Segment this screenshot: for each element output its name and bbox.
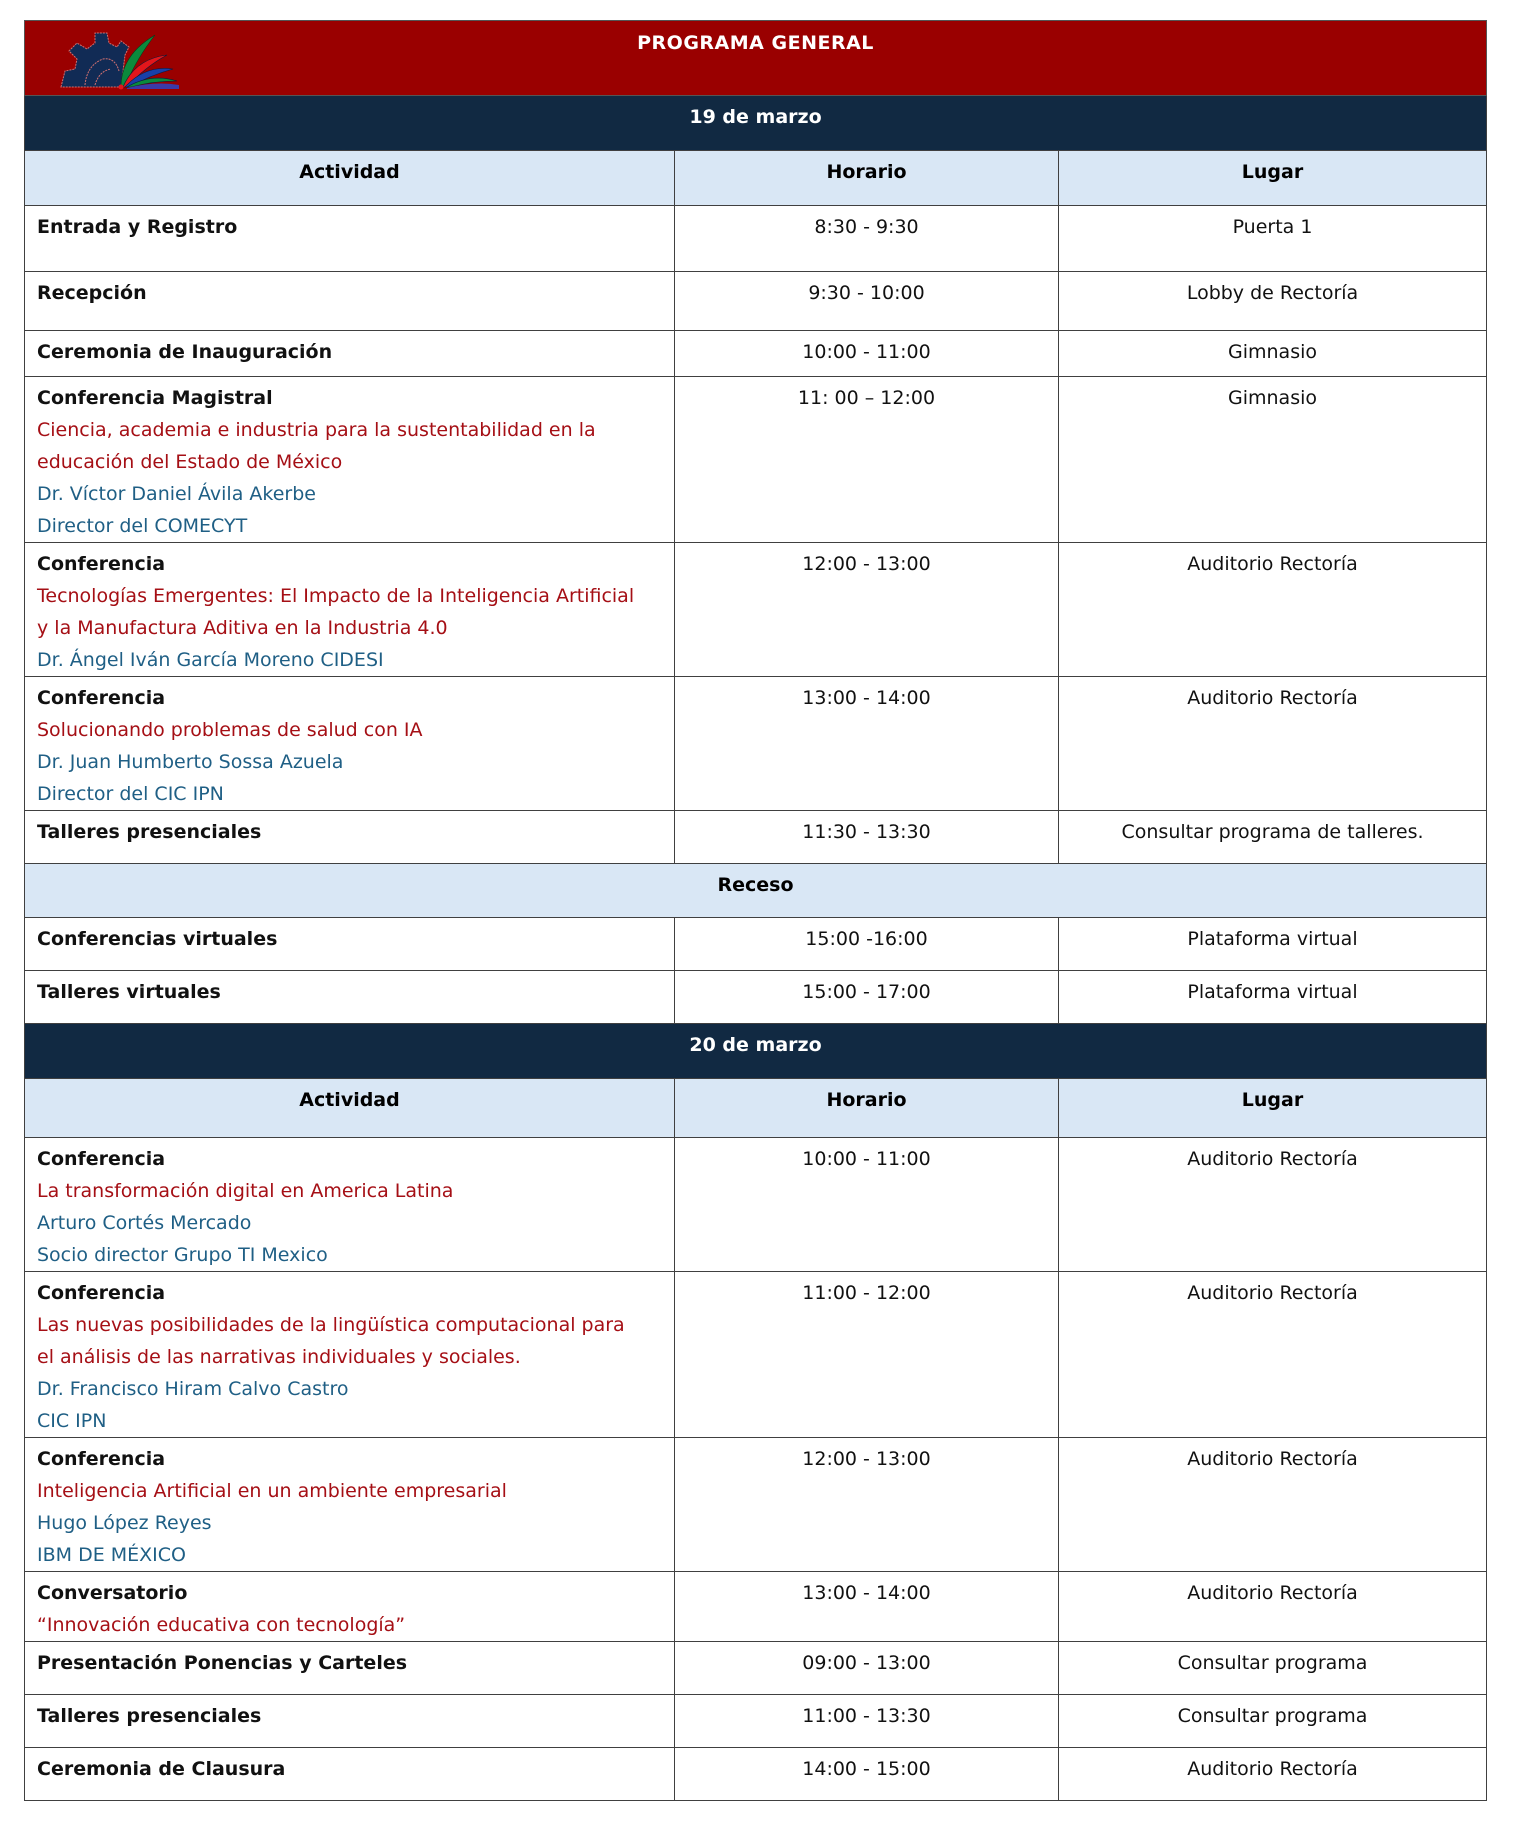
table-row — [25, 543, 1487, 677]
speaker: Director del CIC IPN — [37, 783, 224, 805]
recess-label: Receso — [717, 874, 794, 896]
talk-topic: Tecnologías Emergentes: El Impacto de la Inteligencia Artificial — [37, 585, 635, 607]
table-row — [25, 206, 1487, 272]
day-label: 19 de marzo — [689, 106, 822, 128]
activity-time: 15:00 - 17:00 — [802, 981, 931, 1003]
activity-place: Puerta 1 — [1232, 216, 1313, 238]
activity-time: 11:00 - 13:30 — [802, 1705, 931, 1727]
column-header-activity: Actividad — [299, 161, 400, 183]
activity-time: 10:00 - 11:00 — [802, 1148, 931, 1170]
talk-topic: el análisis de las narrativas individuales y sociales. — [37, 1346, 521, 1368]
activity-place: Auditorio Rectoría — [1187, 1582, 1358, 1604]
speaker: Dr. Francisco Hiram Calvo Castro — [37, 1378, 349, 1400]
activity-place: Plataforma virtual — [1187, 928, 1358, 950]
activity-place: Consultar programa — [1177, 1705, 1368, 1727]
talk-topic: Las nuevas posibilidades de la lingüística computacional para — [37, 1314, 625, 1336]
activity-name: Ceremonia de Inauguración — [37, 341, 333, 363]
speaker: Arturo Cortés Mercado — [37, 1212, 252, 1234]
speaker: Hugo López Reyes — [37, 1512, 212, 1534]
program-table — [24, 20, 1487, 1801]
activity-name: Conferencia Magistral — [37, 387, 273, 409]
column-header-place: Lugar — [1241, 1089, 1304, 1111]
activity-name: Talleres presenciales — [37, 1705, 262, 1727]
column-header-activity: Actividad — [299, 1089, 400, 1111]
activity-name: Ceremonia de Clausura — [37, 1758, 286, 1780]
recess-row — [25, 864, 1487, 918]
speaker: Dr. Juan Humberto Sossa Azuela — [37, 751, 344, 773]
column-header-place: Lugar — [1241, 161, 1304, 183]
table-row — [25, 971, 1487, 1024]
activity-name: Conferencia — [37, 1148, 166, 1170]
table-row — [25, 1572, 1487, 1642]
activity-place: Gimnasio — [1228, 387, 1317, 409]
activity-place: Plataforma virtual — [1187, 981, 1358, 1003]
activity-time: 11:30 - 13:30 — [802, 821, 931, 843]
speaker: Socio director Grupo TI Mexico — [37, 1244, 328, 1266]
table-row — [25, 1438, 1487, 1572]
activity-time: 8:30 - 9:30 — [814, 216, 919, 238]
activity-place: Lobby de Rectoría — [1186, 282, 1359, 304]
page-title: PROGRAMA GENERAL — [637, 32, 874, 54]
activity-name: Conferencia — [37, 1448, 166, 1470]
activity-time: 15:00 -16:00 — [805, 928, 928, 950]
activity-name: Talleres virtuales — [37, 981, 221, 1003]
activity-place: Auditorio Rectoría — [1187, 687, 1358, 709]
day-header-row — [25, 1024, 1487, 1079]
activity-name: Talleres presenciales — [37, 821, 262, 843]
activity-name: Recepción — [37, 282, 147, 304]
table-row — [25, 1642, 1487, 1695]
speaker: Director del COMECYT — [37, 515, 248, 537]
speaker: IBM DE MÉXICO — [37, 1544, 186, 1566]
activity-name: Conferencia — [37, 687, 166, 709]
column-header-schedule: Horario — [826, 161, 907, 183]
talk-topic: y la Manufactura Aditiva en la Industria 4.0 — [37, 617, 448, 639]
activity-place: Auditorio Rectoría — [1187, 1148, 1358, 1170]
activity-name: Presentación Ponencias y Carteles — [37, 1652, 408, 1674]
column-header-row — [25, 151, 1487, 206]
activity-name: Entrada y Registro — [37, 216, 238, 238]
activity-place: Consultar programa de talleres. — [1121, 821, 1424, 843]
activity-place: Auditorio Rectoría — [1187, 1448, 1358, 1470]
column-header-schedule: Horario — [826, 1089, 907, 1111]
activity-time: 12:00 - 13:00 — [802, 1448, 931, 1470]
table-row — [25, 811, 1487, 864]
talk-topic: Ciencia, academia e industria para la sustentabilidad en la — [37, 419, 596, 441]
activity-time: 13:00 - 14:00 — [802, 1582, 931, 1604]
speaker: Dr. Ángel Iván García Moreno CIDESI — [37, 649, 384, 671]
speaker: CIC IPN — [37, 1410, 107, 1432]
table-row — [25, 377, 1487, 543]
table-row — [25, 1138, 1487, 1272]
activity-name: Conferencias virtuales — [37, 928, 278, 950]
table-row — [25, 1695, 1487, 1748]
talk-topic: Solucionando problemas de salud con IA — [37, 719, 423, 741]
activity-time: 09:00 - 13:00 — [802, 1652, 931, 1674]
gear-and-open-book-logo-icon — [55, 31, 183, 91]
activity-name: Conversatorio — [37, 1582, 188, 1604]
activity-name: Conferencia — [37, 553, 166, 575]
activity-place: Consultar programa — [1177, 1652, 1368, 1674]
activity-place: Auditorio Rectoría — [1187, 553, 1358, 575]
title-row — [25, 21, 1487, 96]
table-row — [25, 1748, 1487, 1801]
title-cell — [25, 21, 1487, 96]
activity-time: 9:30 - 10:00 — [808, 282, 925, 304]
day-header-row — [25, 96, 1487, 151]
table-row — [25, 331, 1487, 377]
activity-place: Gimnasio — [1228, 341, 1317, 363]
activity-time: 13:00 - 14:00 — [802, 687, 931, 709]
table-row — [25, 677, 1487, 811]
activity-time: 10:00 - 11:00 — [802, 341, 931, 363]
table-row — [25, 918, 1487, 971]
program-sheet — [24, 20, 1486, 1801]
talk-topic: Inteligencia Artificial en un ambiente empresarial — [37, 1480, 507, 1502]
activity-time: 11:00 - 12:00 — [802, 1282, 931, 1304]
activity-time: 12:00 - 13:00 — [802, 553, 931, 575]
talk-topic: educación del Estado de México — [37, 451, 343, 473]
table-row — [25, 272, 1487, 331]
talk-topic: La transformación digital en America Latina — [37, 1180, 454, 1202]
activity-place: Auditorio Rectoría — [1187, 1282, 1358, 1304]
activity-time: 11: 00 – 12:00 — [797, 387, 936, 409]
activity-time: 14:00 - 15:00 — [802, 1758, 931, 1780]
talk-topic: “Innovación educativa con tecnología” — [37, 1614, 406, 1636]
activity-place: Auditorio Rectoría — [1187, 1758, 1358, 1780]
day-label: 20 de marzo — [689, 1034, 822, 1056]
speaker: Dr. Víctor Daniel Ávila Akerbe — [37, 483, 316, 505]
column-header-row — [25, 1079, 1487, 1138]
activity-name: Conferencia — [37, 1282, 166, 1304]
table-row — [25, 1272, 1487, 1438]
